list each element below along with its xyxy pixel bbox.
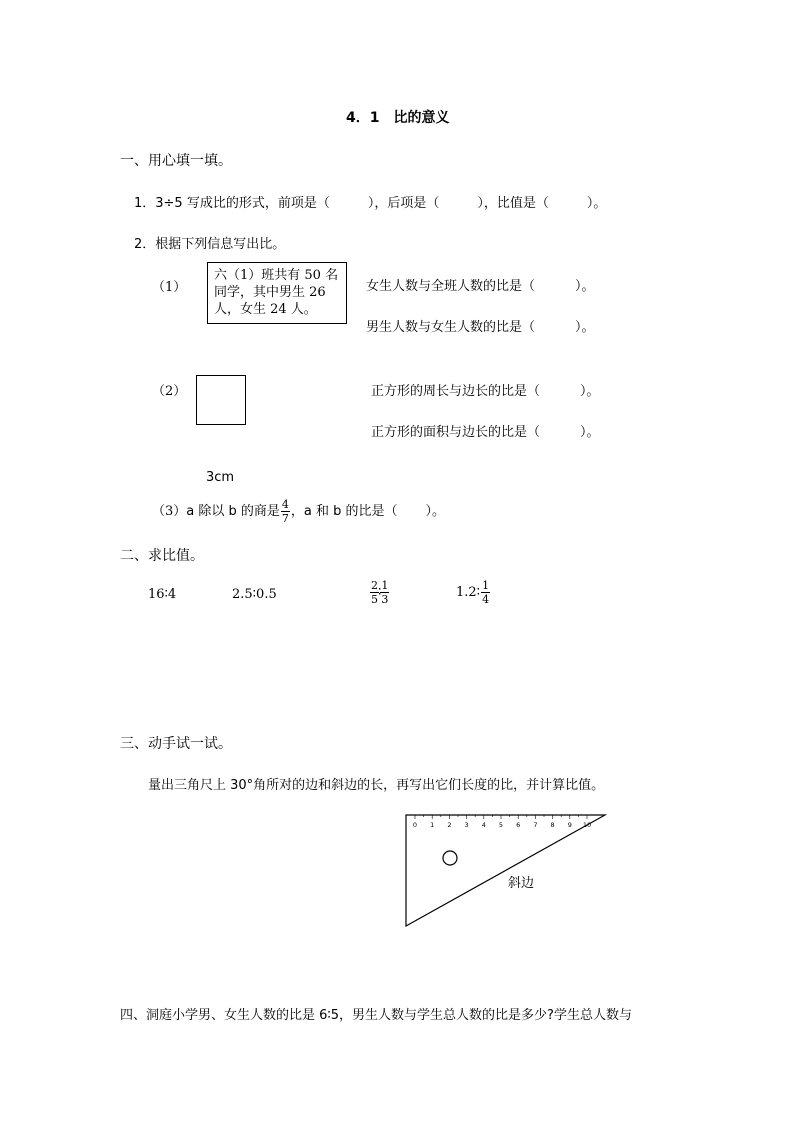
quotient-text: a 除以 b 的商是 bbox=[186, 504, 280, 519]
question-1-text-b: ），后项是（ bbox=[367, 196, 440, 211]
page-title: 4．1 比的意义 bbox=[346, 110, 450, 126]
ruler-tick-marks bbox=[415, 815, 587, 819]
triangle-ruler-outline bbox=[406, 815, 605, 926]
fraction-four-sevenths bbox=[281, 499, 290, 524]
fraction-numerator: 1 bbox=[381, 579, 389, 592]
ratio-question-boys-girls bbox=[366, 316, 595, 335]
ratio-question-girls-total bbox=[366, 275, 595, 294]
question-1 bbox=[134, 192, 606, 211]
triangle-ruler-figure bbox=[400, 810, 615, 932]
sub-question-3 bbox=[152, 497, 445, 527]
fraction-numerator: 4 bbox=[281, 498, 289, 511]
fraction-denominator: 7 bbox=[281, 512, 289, 525]
ratio-question-text: 男生人数与女生人数的比是（ bbox=[366, 320, 536, 335]
section-3-heading: 三、动手试一试。 bbox=[120, 736, 232, 752]
ratio-question-text: 正方形的周长与边长的比是（ bbox=[371, 384, 541, 399]
section-1-heading: 一、用心填一填。 bbox=[120, 153, 232, 169]
fraction-denominator: 3 bbox=[381, 593, 389, 606]
fraction-denominator: 5 bbox=[371, 593, 378, 606]
section-3-instruction: 量出三角尺上 30°角所对的边和斜边的长，再写出它们长度的比，并计算比值。 bbox=[148, 778, 605, 793]
sub-question-label: （3） bbox=[152, 504, 187, 519]
ruler-tick-label: 2 bbox=[447, 821, 452, 829]
ratio-question-text: 女生人数与全班人数的比是（ bbox=[366, 279, 536, 294]
ratio-item-2: 2.5∶0.5 bbox=[232, 587, 277, 602]
ruler-tick-label: 6 bbox=[516, 821, 521, 829]
ratio-question-end: ）。 bbox=[580, 425, 600, 440]
question-1-text-a: 1．3÷5 写成比的形式，前项是（ bbox=[134, 196, 330, 211]
square-side-label: 3cm bbox=[206, 470, 235, 485]
ratio-item-3 bbox=[369, 578, 390, 608]
ratio-question-text: 正方形的面积与边长的比是（ bbox=[371, 425, 541, 440]
fraction-denominator: 4 bbox=[482, 593, 490, 606]
ruler-tick-label: 3 bbox=[464, 821, 469, 829]
ratio-question-area-side bbox=[371, 421, 600, 440]
ratio-item-4 bbox=[456, 578, 491, 608]
ruler-tick-label: 1 bbox=[430, 821, 435, 829]
ratio-item-1: 16∶4 bbox=[148, 587, 177, 602]
fraction-one-fourth bbox=[481, 580, 490, 605]
ratio-text-end: ）。 bbox=[425, 504, 446, 519]
fraction-numerator: 2 bbox=[371, 579, 378, 592]
ruler-tick-label: 10 bbox=[582, 821, 592, 829]
sub-question-label: （1） bbox=[152, 280, 187, 295]
ruler-tick-label: 5 bbox=[498, 821, 504, 829]
question-2-heading: 2．根据下列信息写出比。 bbox=[134, 237, 286, 252]
ratio-separator: ∶ bbox=[378, 585, 382, 600]
ruler-hole bbox=[443, 851, 457, 865]
question-1-text-d: ）。 bbox=[586, 196, 607, 211]
section-4-text: 四、洞庭小学男、女生人数的比是 6∶5，男生人数与学生总人数的比是多少?学生总人数与 bbox=[120, 1008, 632, 1023]
ruler-tick-label: 9 bbox=[567, 821, 572, 829]
ratio-question-end: ）。 bbox=[575, 320, 595, 335]
ruler-tick-labels bbox=[413, 821, 591, 829]
ratio-text: ，a 和 b 的比是（ bbox=[290, 504, 398, 519]
ratio-question-end: ）。 bbox=[575, 279, 595, 294]
section-2-heading: 二、求比值。 bbox=[120, 548, 204, 564]
hypotenuse-label: 斜边 bbox=[508, 876, 535, 891]
fraction-one-third bbox=[380, 580, 389, 605]
ratio-item-4-whole: 1.2∶ bbox=[456, 585, 481, 600]
ruler-tick-label: 0 bbox=[412, 821, 418, 829]
ratio-question-end: ）。 bbox=[580, 384, 600, 399]
ratio-question-perimeter-side bbox=[371, 380, 600, 399]
sub-question-label: （2） bbox=[152, 384, 187, 399]
ruler-tick-label: 4 bbox=[481, 821, 486, 829]
info-box: 六（1）班共有 50 名同学，其中男生 26 人，女生 24 人。 bbox=[207, 262, 347, 324]
square-figure bbox=[196, 375, 246, 425]
ruler-tick-label: 7 bbox=[533, 821, 538, 829]
fraction-numerator: 1 bbox=[482, 579, 490, 592]
ruler-tick-label: 8 bbox=[550, 821, 555, 829]
question-1-text-c: ），比值是（ bbox=[477, 196, 549, 211]
